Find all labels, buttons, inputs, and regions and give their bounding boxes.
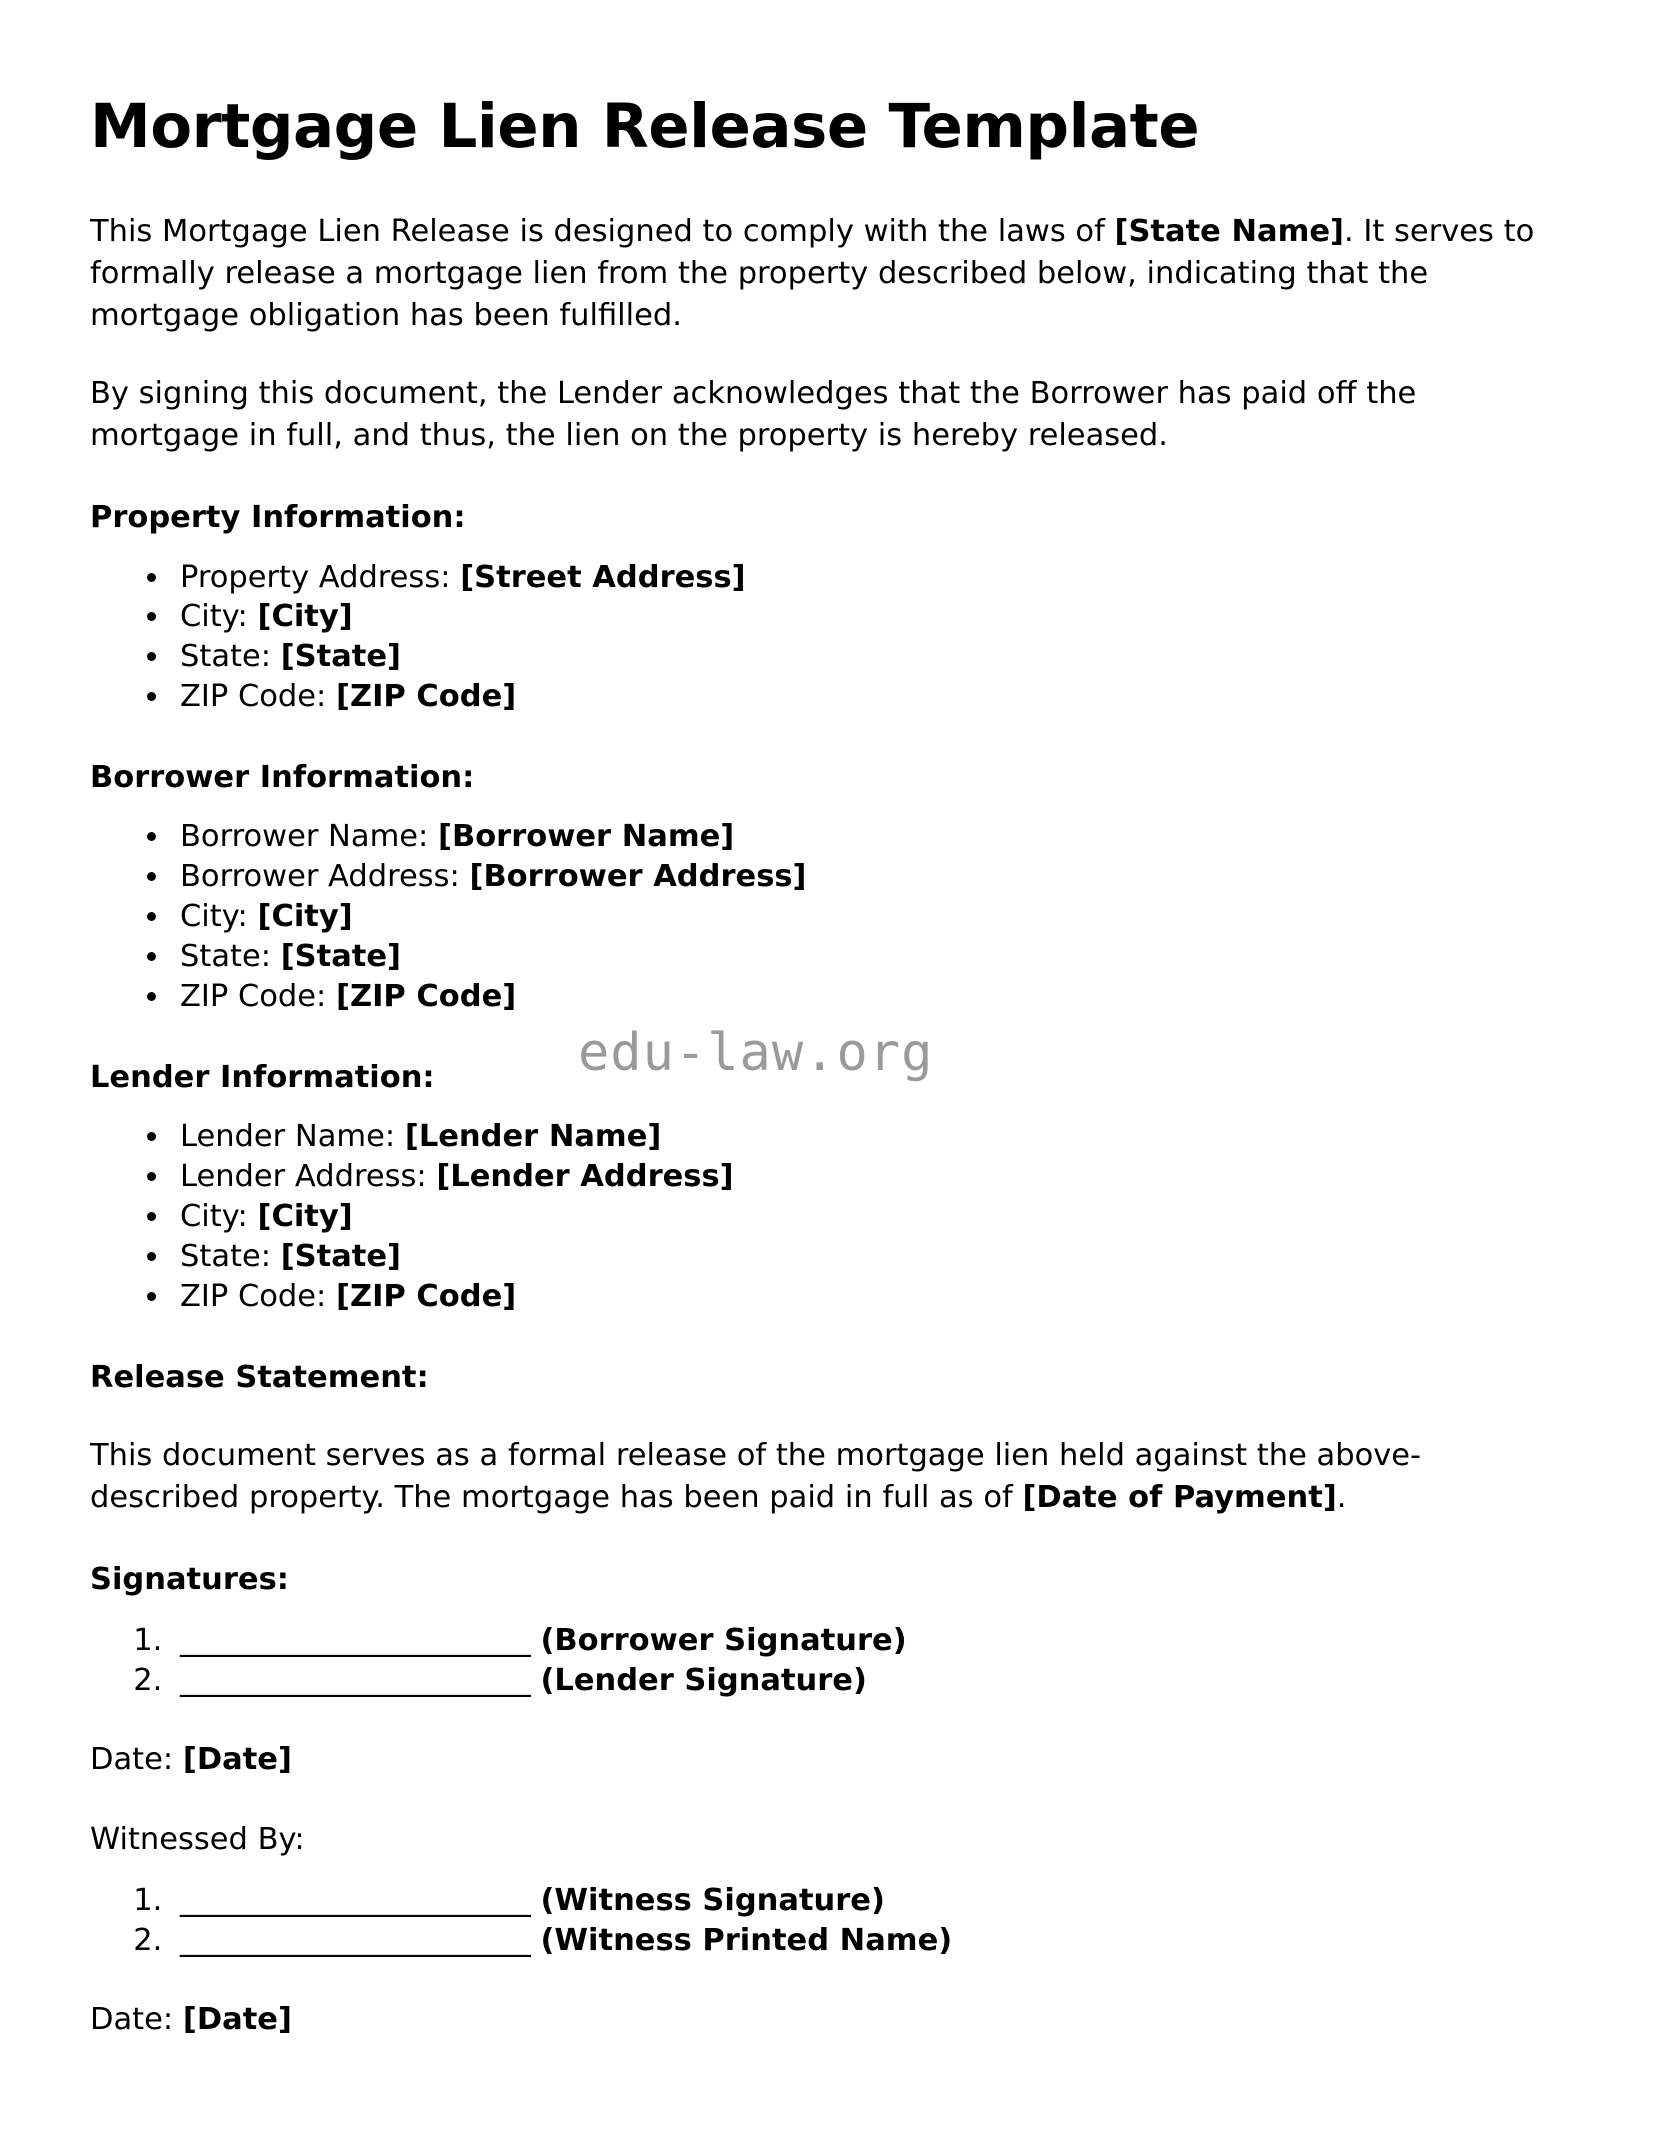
property-information-list xyxy=(90,540,1574,718)
field-label: Borrower Name: xyxy=(180,819,439,855)
field-placeholder: [Borrower Name] xyxy=(438,819,735,855)
field-placeholder: [City] xyxy=(257,899,353,935)
witness-list xyxy=(90,1861,1574,1961)
release-statement-body xyxy=(90,1399,1550,1519)
signature-date-row xyxy=(90,1701,1574,1781)
signature-label: (Lender Signature) xyxy=(540,1663,867,1699)
field-placeholder: [ZIP Code] xyxy=(336,1279,517,1315)
field-label: City: xyxy=(180,1199,258,1235)
release-statement-text-before: This document serves as a formal release of the mortgage lien held against the above-described property. The mortgage has been paid in full as of xyxy=(90,1438,1422,1516)
field-placeholder: [State] xyxy=(280,639,401,675)
borrower-information-list xyxy=(90,799,1574,1017)
signatures-list xyxy=(90,1601,1574,1701)
list-item xyxy=(172,897,1574,937)
field-label: State: xyxy=(180,639,281,675)
lender-information-heading: Lender Information: xyxy=(90,1060,435,1096)
page-title: Mortgage Lien Release Template xyxy=(90,91,1200,162)
field-placeholder: [ZIP Code] xyxy=(336,679,517,715)
field-placeholder: [City] xyxy=(257,1199,353,1235)
field-label: City: xyxy=(180,899,258,935)
site-watermark: edu-law.org xyxy=(578,1023,934,1083)
list-item xyxy=(172,1921,1574,1961)
date-placeholder: [Date] xyxy=(182,1742,292,1778)
release-statement-heading: Release Statement: xyxy=(90,1360,429,1396)
field-placeholder: [Street Address] xyxy=(460,559,746,595)
list-item xyxy=(172,597,1574,637)
signatures-heading: Signatures: xyxy=(90,1562,289,1598)
intro-paragraph-1-text-after: . It serves to formally release a mortgage lien from the property described below, indicating that the mortgage obligation has been fulfilled. xyxy=(90,214,1535,334)
field-label: State: xyxy=(180,939,281,975)
witness-signature-line[interactable]: _______________________ xyxy=(180,1883,541,1919)
witness-signature-label: (Witness Signature) xyxy=(540,1883,885,1919)
field-label: Lender Address: xyxy=(180,1159,437,1195)
field-placeholder: [Lender Name] xyxy=(404,1119,662,1155)
field-label: Property Address: xyxy=(180,559,461,595)
field-placeholder: [Lender Address] xyxy=(436,1159,734,1195)
list-item xyxy=(172,677,1574,717)
date-label: Date: xyxy=(90,1742,183,1778)
release-statement-text-after: . xyxy=(1336,1480,1347,1516)
field-label: ZIP Code: xyxy=(180,979,337,1015)
list-item xyxy=(172,937,1574,977)
state-name-placeholder: [State Name] xyxy=(1114,214,1344,250)
list-item xyxy=(172,637,1574,677)
signature-line[interactable]: _______________________ xyxy=(180,1623,541,1659)
field-placeholder: [Borrower Address] xyxy=(469,859,807,895)
list-item xyxy=(172,1237,1574,1277)
field-label: ZIP Code: xyxy=(180,1279,337,1315)
list-item xyxy=(172,1197,1574,1237)
date-label: Date: xyxy=(90,2002,183,2038)
intro-paragraph-2: By signing this document, the Lender acknowledges that the Borrower has paid off the mortgage in full, and thus, the lien on the property is hereby released. xyxy=(90,376,1417,454)
list-item xyxy=(172,1661,1574,1701)
borrower-information-heading: Borrower Information: xyxy=(90,760,475,796)
date-placeholder: [Date] xyxy=(182,2002,292,2038)
list-item xyxy=(172,857,1574,897)
date-of-payment-placeholder: [Date of Payment] xyxy=(1022,1480,1337,1516)
field-label: State: xyxy=(180,1239,281,1275)
signature-line[interactable]: _______________________ xyxy=(180,1663,541,1699)
witness-date-row xyxy=(90,1961,1574,2041)
intro-paragraph-1-text-before: This Mortgage Lien Release is designed to comply with the laws of xyxy=(90,214,1115,250)
field-placeholder: [City] xyxy=(257,599,353,635)
field-label: ZIP Code: xyxy=(180,679,337,715)
list-item xyxy=(172,817,1574,857)
intro-paragraph-1 xyxy=(90,159,1550,337)
field-label: Borrower Address: xyxy=(180,859,470,895)
list-item xyxy=(172,558,1574,598)
list-item xyxy=(172,1157,1574,1197)
lender-information-list xyxy=(90,1099,1574,1317)
field-label: Lender Name: xyxy=(180,1119,405,1155)
list-item xyxy=(172,977,1574,1017)
list-item xyxy=(172,1277,1574,1317)
field-placeholder: [State] xyxy=(280,1239,401,1275)
list-item xyxy=(172,1881,1574,1921)
witness-signature-line[interactable]: _______________________ xyxy=(180,1923,541,1959)
field-label: City: xyxy=(180,599,258,635)
signature-label: (Borrower Signature) xyxy=(540,1623,907,1659)
list-item xyxy=(172,1621,1574,1661)
witness-signature-label: (Witness Printed Name) xyxy=(540,1923,953,1959)
field-placeholder: [State] xyxy=(280,939,401,975)
list-item xyxy=(172,1117,1574,1157)
field-placeholder: [ZIP Code] xyxy=(336,979,517,1015)
property-information-heading: Property Information: xyxy=(90,500,466,536)
witnessed-by-heading: Witnessed By: xyxy=(90,1822,305,1858)
